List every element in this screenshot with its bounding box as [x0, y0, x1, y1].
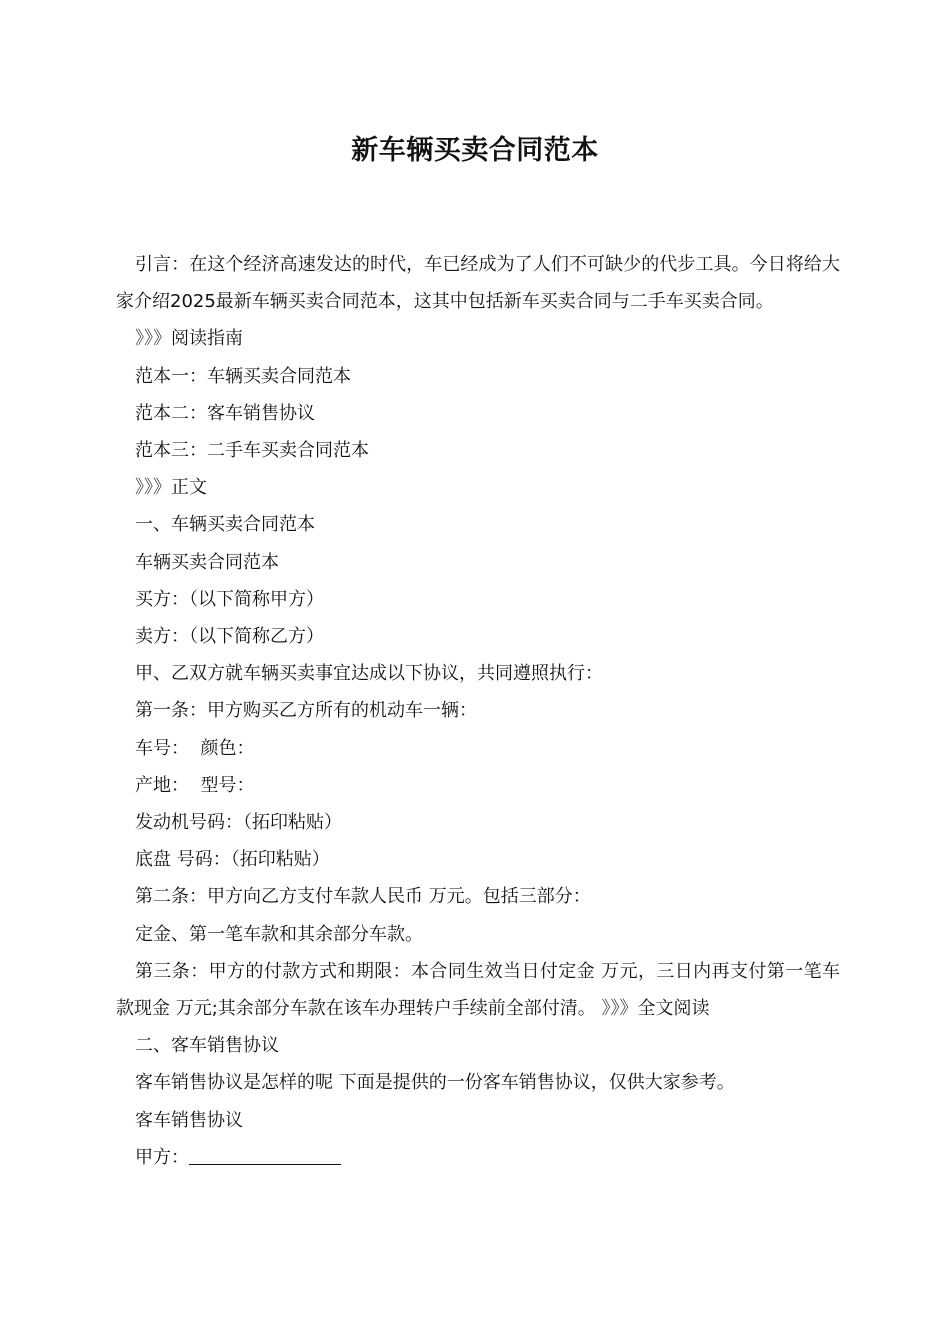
article-3: 第三条：甲方的付款方式和期限：本合同生效当日付定金 万元，三日内再支付第一笔车款现金 万元;其余部分车款在该车办理转户手续前全部付清。 》》》全文阅读	[116, 960, 840, 1020]
party-a-label: 甲方：	[135, 1146, 189, 1168]
section-heading-1: 一、车辆买卖合同范本	[135, 514, 315, 536]
origin-model-line: 产地： 型号：	[135, 774, 255, 796]
party-a-line	[116, 1139, 840, 1176]
plate-color-line: 车号： 颜色：	[135, 737, 255, 759]
document-title: 新车辆买卖合同范本	[351, 135, 599, 166]
guide-item-3: 范本三：二手车买卖合同范本	[135, 440, 369, 462]
signature-blank	[189, 1144, 341, 1165]
buyer-line: 买方：（以下简称甲方）	[135, 588, 324, 610]
main-text-heading: 》》》正文	[135, 477, 207, 499]
contract-title-1: 车辆买卖合同范本	[135, 551, 279, 573]
intro-paragraph: 引言：在这个经济高速发达的时代，车已经成为了人们不可缺少的代步工具。今日将给大家介绍2025最新车辆买卖合同范本，这其中包括新车买卖合同与二手车买卖合同。	[116, 254, 840, 313]
section-heading-2: 二、客车销售协议	[135, 1035, 279, 1057]
document-body	[116, 246, 840, 1176]
payment-parts-line: 定金、第一笔车款和其余部分车款。	[135, 923, 423, 945]
engine-number-line: 发动机号码：（拓印粘贴）	[135, 812, 342, 834]
guide-item-1: 范本一：车辆买卖合同范本	[135, 365, 351, 387]
article-1: 第一条：甲方购买乙方所有的机动车一辆：	[135, 700, 477, 722]
contract-title-2: 客车销售协议	[135, 1109, 243, 1131]
section-2-intro: 客车销售协议是怎样的呢 下面是提供的一份客车销售协议，仅供大家参考。	[135, 1072, 735, 1094]
seller-line: 卖方：（以下简称乙方）	[135, 626, 324, 648]
chassis-number-line: 底盘 号码：（拓印粘贴）	[135, 849, 330, 871]
reading-guide-heading: 》》》阅读指南	[135, 328, 243, 350]
agreement-line: 甲、乙双方就车辆买卖事宜达成以下协议，共同遵照执行：	[135, 663, 603, 685]
article-2: 第二条：甲方向乙方支付车款人民币 万元。包括三部分：	[135, 886, 591, 908]
guide-item-2: 范本二：客车销售协议	[135, 402, 315, 424]
